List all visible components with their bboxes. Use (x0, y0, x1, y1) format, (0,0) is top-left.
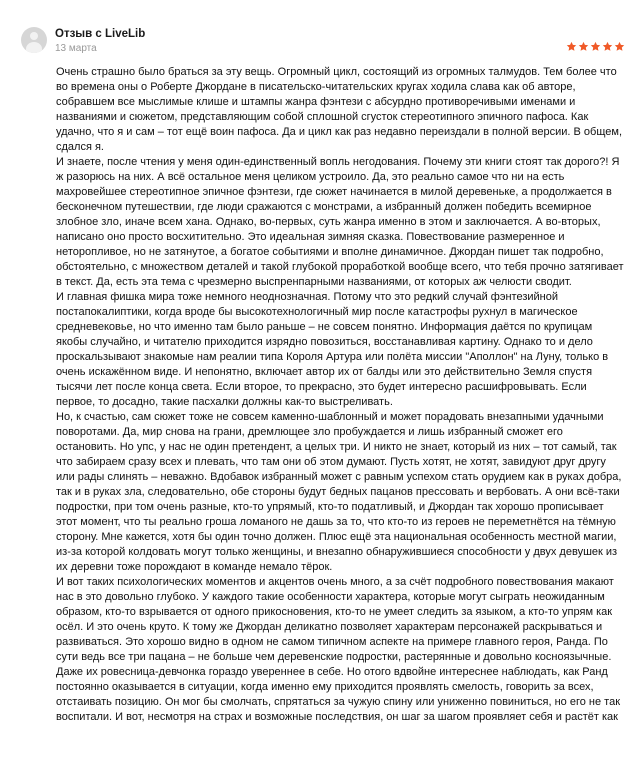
rating-stars (566, 41, 625, 53)
review-author[interactable]: Отзыв с LiveLib (55, 28, 146, 40)
review-paragraph: Но, к счастью, сам сюжет тоже не совсем каменно-шаблонный и может порадовать внезапными удачными поворотами. Да, мир снова на грани, дремлющее зло пробуждается и лишь избранный сможет его остановить. Но упс, у нас не один претендент, а целых три. И никто не знает, который из них – тот самый, так что забираем сразу всех и плевать, что там они об этом думают. Пусть хотят, не хотят, завидуют друг другу или рады слинять – неважно. Вдобавок избранный может с равным успехом стать орудием как в руках добра, так и в руках зла, следовательно, обе стороны будут бедных пацанов прессовать и вербовать. А они всё-таки подростки, при том очень разные, кто-то упрямый, кто-то податливый, и Джордан так хорошо прописывает этот момент, что ты реально гроша ломаного не дашь за то, что кто-то из героев не переметнётся на тёмную сторону. Мне кажется, хотя бы один точно должен. Плюс ещё эта национальная особенность местной магии, из-за которой колдовать могут только женщины, и внезапно обнаружившиеся способности у двух девушек из их деревни тоже порождают в команде немало тёрок. (56, 411, 622, 573)
review-body (56, 65, 626, 725)
avatar-head-shape (30, 32, 38, 40)
review-paragraph: И главная фишка мира тоже немного неоднозначная. Потому что это редкий случай фэнтезийной постапокалиптики, когда вроде бы высокотехнологичный мир после катастрофы рухнул в магическое средневековье, но что именно там было раньше – не совсем понятно. Информация даётся по крупицам якобы случайно, и читателю приходится изрядно повозиться, восстанавливая картину. Однако то и дело проскальзывают знакомые нам реалии типа Короля Артура или полёта миссии "Аполлон" на Луну, только в очень искажённом виде. И непонятно, включает автор их от балды или это действительно Земля спустя тысячи лет после конца света. Если второе, то прекрасно, это будет интересно расшифровывать. Если первое, то досадно, такие пасхалки должны как-то выстреливать. (56, 291, 609, 408)
star-icon (614, 41, 625, 52)
review-paragraph: И знаете, после чтения у меня один-единственный вопль негодования. Почему эти книги стоят так дорого?! Я ж разорюсь на них. А всё остальное меня целиком устроило. Да, это реально самое что ни на есть махровейшее стереотипное эпичное фэнтези, где сюжет начинается в милой деревеньке, а продолжается в бесконечном путешествии, где люди сражаются с монстрами, а избранный должен победить всемирное злобное зло, иначе всем хана. Однако, во-первых, суть жанра именно в этом и заключается. А во-вторых, написано оно просто восхитительно. Это идеальная зимняя сказка. Повествование размеренное и неторопливое, но не затянутое, а богатое событиями и вполне динамичное. Джордан пишет так подробно, обстоятельно, с множеством деталей и такой глубокой проработкой вообще всего, что тебя прочно затягивает в текст. Да, есть эта тема с чрезмерно выспренпарными названиями, от которых аж челюсти сводит. (56, 156, 624, 288)
review-header (0, 0, 637, 62)
star-icon (578, 41, 589, 52)
review-date: 13 марта (55, 43, 97, 54)
review-paragraph: Очень страшно было браться за эту вещь. Огромный цикл, состоящий из огромных талмудов. Тем более что во времена оны о Роберте Джордане в писательско-читательских кругах ходила слава как об авторе, собравшем все мыслимые клише и штампы жанра фэнтези с абсурдно противоречивыми именами и названиями и сюжетом, представляющим собой сплошной сгусток стереотипного эпичного пафоса. Как удачно, что я и сам – тот ещё воин пафоса. Да и цикл как раз недавно переиздали в полной версии. В общем, сдался я. (56, 66, 623, 153)
star-icon (590, 41, 601, 52)
avatar-shoulders-shape (26, 42, 42, 53)
review-paragraph: И вот таких психологических моментов и акцентов очень много, а за счёт подробного повествования макают нас в это довольно глубоко. У каждого такие особенности характера, которые могут сыграть неожиданным образом, кто-то взрывается от одного прикосновения, кто-то не умеет следить за языком, а кто-то упрям как осёл. И это очень круто. К тому же Джордан деликатно позволяет характерам персонажей раскрываться и развиваться. Это хорошо видно в одном не самом типичном аспекте на примере главного героя, Ранда. По сути ведь все три пацана – не больше чем деревенские подростки, растерянные и довольно косноязычные. Даже их ровесница-девчонка гораздо увереннее в себе. Но отого вдвойне интереснее наблюдать, как Ранд постоянно оказывается в ситуации, когда именно ему приходится проявлять смелость, говорить за всех, отстаивать позицию. Он мог бы смолчать, спрятаться за чужую спину или униженно повиниться, но его не так воспитали. И вот, несмотря на страх и возможные последствия, он шаг за шагом проявляет себя и растёт как (56, 576, 621, 723)
star-icon (602, 41, 613, 52)
user-avatar-icon[interactable] (21, 27, 47, 53)
star-icon (566, 41, 577, 52)
